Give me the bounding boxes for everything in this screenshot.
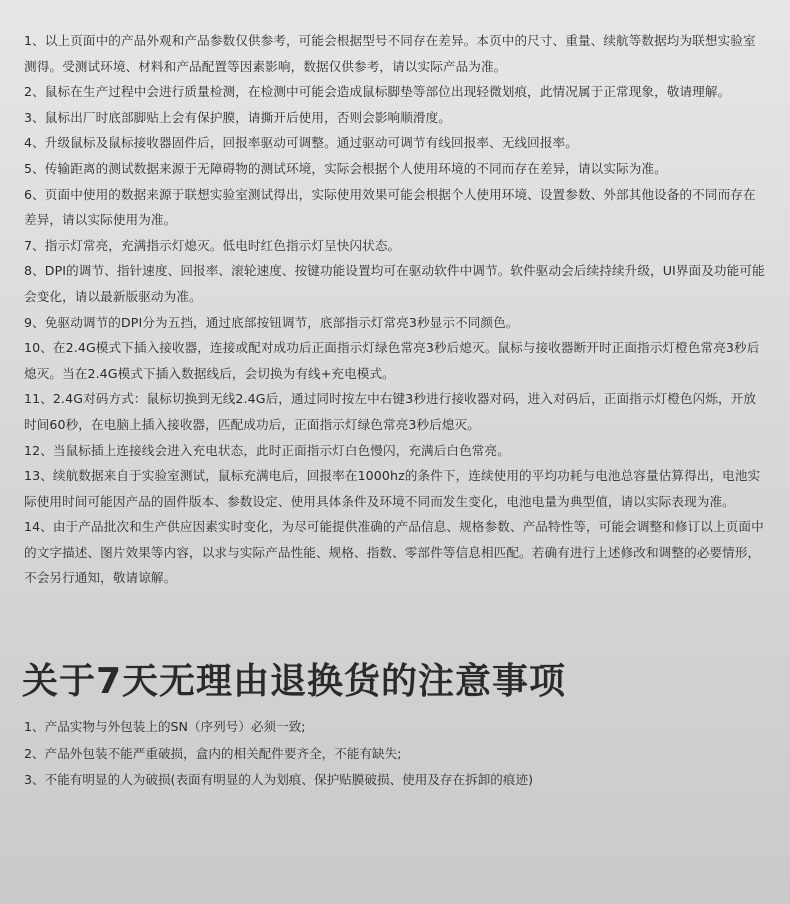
note-item: 10、在2.4G模式下插入接收器，连接或配对成功后正面指示灯绿色常亮3秒后熄灭。鼠标与接收器断开时正面指示灯橙色常亮3秒后熄灭。当在2.4G模式下插入数据线后，会切换为有线+充电模式。 (24, 340, 760, 381)
note-item: 1、以上页面中的产品外观和产品参数仅供参考，可能会根据型号不同存在差异。本页中的尺寸、重量、续航等数据均为联想实验室测得。受测试环境、材料和产品配置等因素影响，数据仅供参考，请以实际产品为准。 (24, 33, 756, 74)
policy-item: 3、不能有明显的人为破损(表面有明显的人为划痕、保护贴膜破损、使用及存在拆卸的痕迹) (24, 772, 533, 787)
note-item: 7、指示灯常亮，充满指示灯熄灭。低电时红色指示灯呈快闪状态。 (24, 237, 401, 253)
note-item: 2、鼠标在生产过程中会进行质量检测，在检测中可能会造成鼠标脚垫等部位出现轻微划痕，此情况属于正常现象，敬请理解。 (24, 84, 731, 100)
note-item: 8、DPI的调节、指针速度、回报率、滚轮速度、按键功能设置均可在驱动软件中调节。软件驱动会后续持续升级，UI界面及功能可能会变化，请以最新版驱动为准。 (24, 263, 765, 304)
note-item: 3、鼠标出厂时底部脚贴上会有保护膜，请撕开后使用，否则会影响顺滑度。 (24, 109, 452, 125)
policy-item: 1、产品实物与外包装上的SN（序列号）必须一致; (24, 719, 306, 734)
note-item: 14、由于产品批次和生产供应因素实时变化，为尽可能提供准确的产品信息、规格参数、产品特性等，可能会调整和修订以上页面中的文字描述、图片效果等内容，以求与实际产品性能、规格、指数、零部件等信息相匹配。若确有进行上述修改和调整的必要情形，不会另行通知，敬请谅解。 (24, 519, 764, 586)
return-policy-list (24, 714, 766, 794)
note-item: 6、页面中使用的数据来源于联想实验室测试得出，实际使用效果可能会根据个人使用环境、设置参数、外部其他设备的不同而存在差异，请以实际使用为准。 (24, 186, 756, 228)
note-item: 13、续航数据来自于实验室测试，鼠标充满电后，回报率在1000hz的条件下，连续使用的平均功耗与电池总容量估算得出，电池实际使用时间可能因产品的固件版本、参数设定、使用具体条件及环境不同而发生变化，电池电量为典型值，请以实际表现为准。 (24, 468, 761, 509)
policy-item: 2、产品外包装不能严重破损，盒内的相关配件要齐全，不能有缺失; (24, 745, 402, 761)
return-policy-title: 关于7天无理由退换货的注意事项 (22, 661, 567, 702)
note-item: 11、2.4G对码方式：鼠标切换到无线2.4G后，通过同时按左中右键3秒进行接收器对码，进入对码后，正面指示灯橙色闪烁，开放时间60秒，在电脑上插入接收器，匹配成功后，正面指示灯绿色常亮3秒后熄灭。 (24, 391, 757, 432)
note-item: 9、免驱动调节的DPI分为五挡，通过底部按钮调节，底部指示灯常亮3秒显示不同颜色。 (24, 314, 519, 330)
note-item: 12、当鼠标插上连接线会进入充电状态，此时正面指示灯白色慢闪，充满后白色常亮。 (24, 442, 510, 458)
note-item: 5、传输距离的测试数据来源于无障碍物的测试环境，实际会根据个人使用环境的不同而存在差异，请以实际为准。 (24, 160, 667, 176)
product-notes (24, 28, 766, 591)
note-item: 4、升级鼠标及鼠标接收器固件后，回报率驱动可调整。通过驱动可调节有线回报率、无线回报率。 (24, 135, 578, 151)
